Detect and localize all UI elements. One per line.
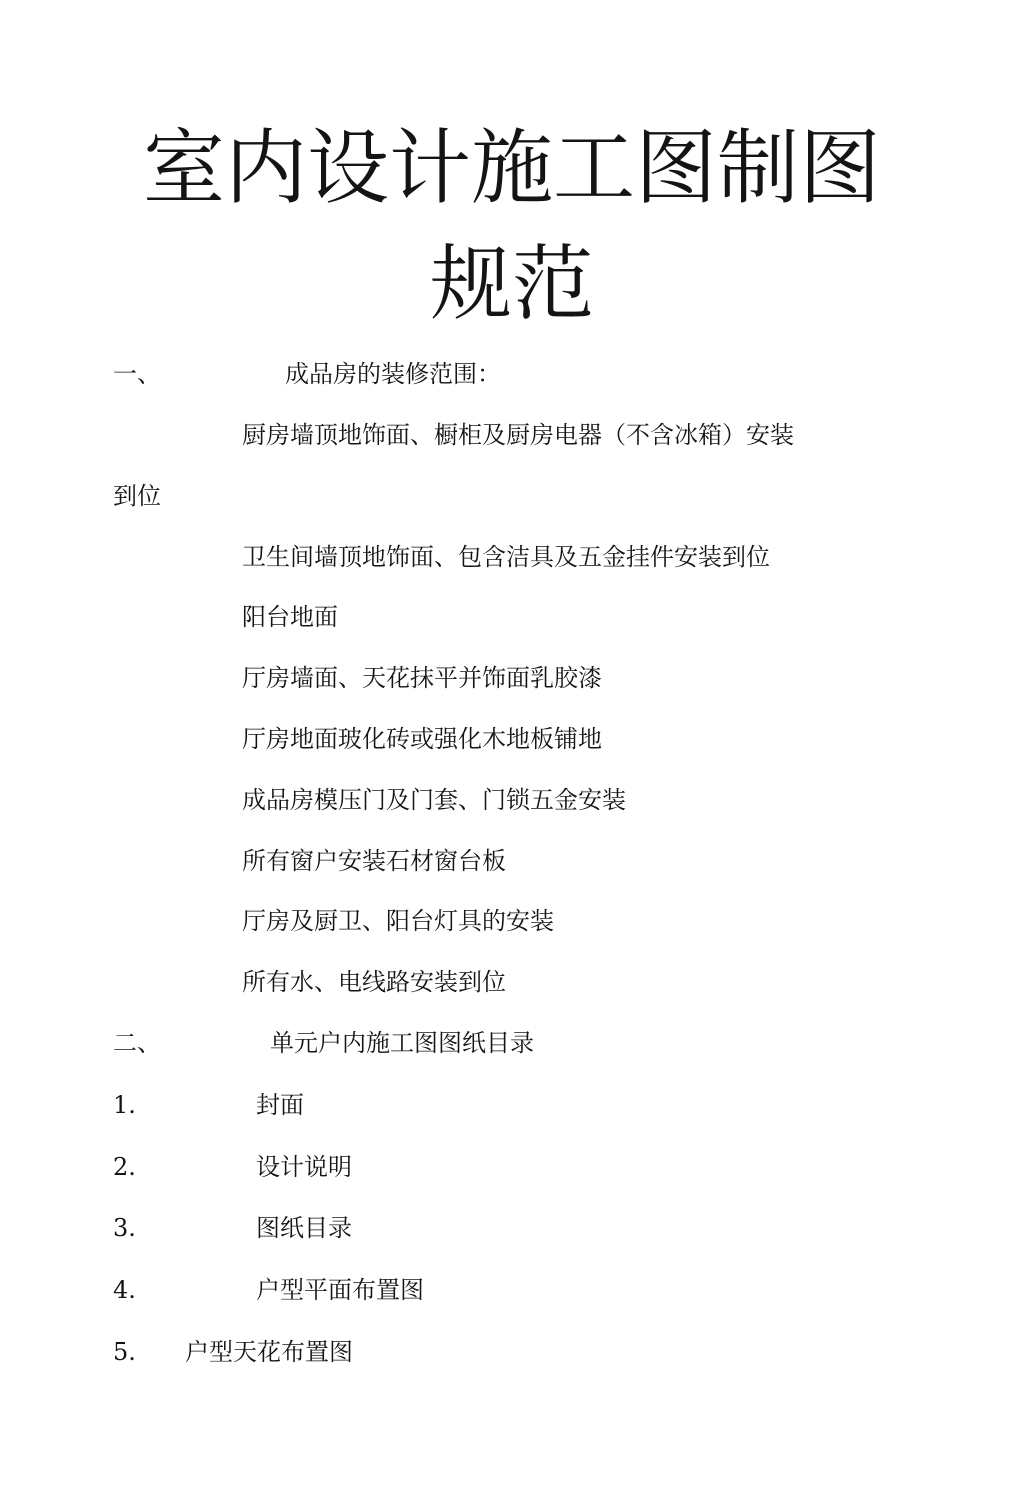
scope-item-kitchen-continued: 到位 [113,482,161,510]
section-2-heading: 单元户内施工图图纸目录 [270,1029,534,1057]
list-item-text: 设计说明 [256,1153,352,1181]
scope-item-kitchen: 厨房墙顶地饰面、橱柜及厨房电器（不含冰箱）安装 [242,421,794,449]
scope-item-walls: 厅房墙面、天花抹平并饰面乳胶漆 [242,664,602,692]
list-number: 4. [113,1276,136,1304]
scope-item-utilities: 所有水、电线路安装到位 [242,968,506,996]
scope-item-lighting: 厅房及厨卫、阳台灯具的安装 [242,907,554,935]
scope-item-floors: 厅房地面玻化砖或强化木地板铺地 [242,725,602,753]
document-title-line-2: 规范 [429,237,594,332]
section-2-marker: 二、 [113,1029,161,1057]
scope-item-balcony: 阳台地面 [242,603,338,631]
scope-item-bathroom: 卫生间墙顶地饰面、包含洁具及五金挂件安装到位 [242,543,770,571]
list-number: 5. [113,1338,136,1366]
list-item-text: 户型天花布置图 [185,1338,353,1366]
list-number: 2. [113,1153,136,1181]
document-title-line-1: 室内设计施工图制图 [142,121,881,216]
list-item-text: 图纸目录 [256,1214,352,1242]
list-item-text: 户型平面布置图 [256,1276,424,1304]
scope-item-doors: 成品房模压门及门套、门锁五金安装 [242,786,626,814]
section-1-marker: 一、 [113,360,161,388]
scope-item-windows: 所有窗户安装石材窗台板 [242,847,506,875]
list-number: 3. [113,1214,136,1242]
list-number: 1. [113,1091,136,1119]
list-item-text: 封面 [256,1091,304,1119]
section-1-heading: 成品房的装修范围： [285,360,501,388]
